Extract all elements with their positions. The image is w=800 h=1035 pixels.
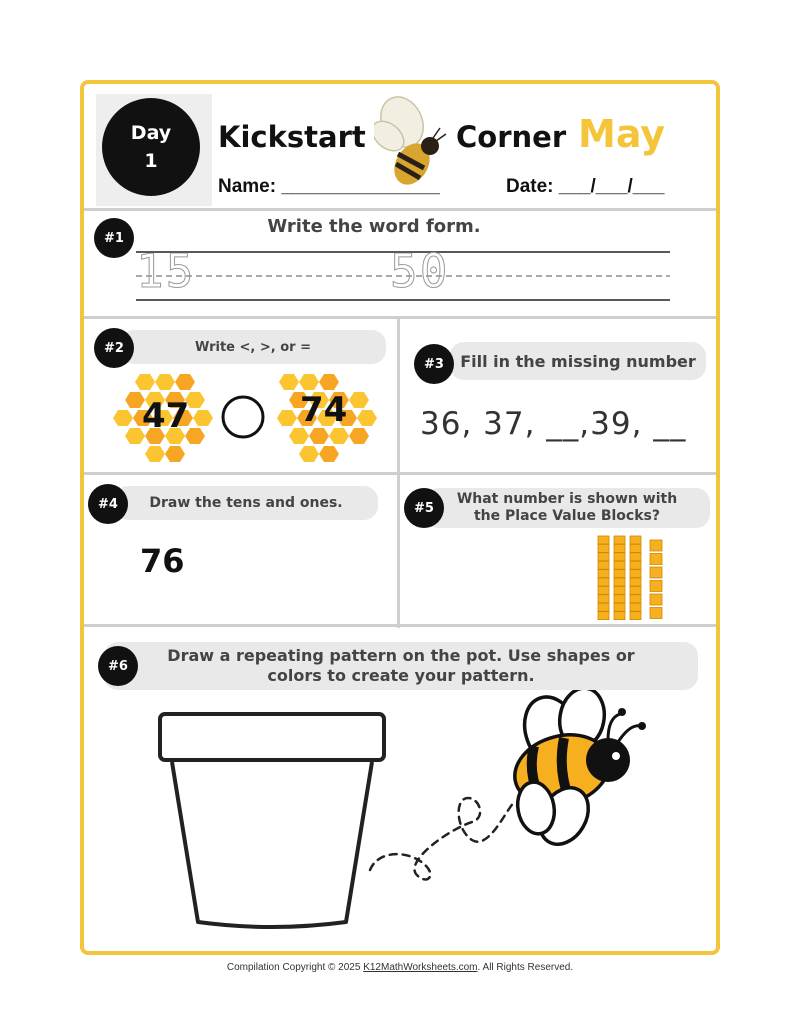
question-badge-4: #4 bbox=[88, 484, 128, 524]
footer-prefix: Compilation Copyright © 2025 bbox=[226, 962, 364, 973]
ones-cube bbox=[650, 554, 662, 565]
tens-rod bbox=[598, 536, 609, 620]
worksheet-frame bbox=[80, 80, 720, 955]
footer-suffix: . All Rights Reserved. bbox=[477, 962, 574, 973]
day-label: Day bbox=[130, 122, 172, 144]
title-kickstart: Kickstart bbox=[218, 120, 366, 154]
ones-cube bbox=[650, 567, 662, 578]
ones-cube bbox=[650, 608, 662, 619]
q6-prompt bbox=[104, 642, 698, 690]
question-badge-6: #6 bbox=[98, 646, 138, 686]
ones-cube bbox=[650, 581, 662, 592]
tens-rod bbox=[630, 536, 641, 620]
copyright-footer bbox=[0, 962, 800, 973]
footer-link[interactable]: K12MathWorksheets.com bbox=[363, 962, 478, 973]
q5-prompt-line-1: What number is shown with bbox=[456, 491, 678, 507]
flower-pot-drawing[interactable] bbox=[156, 708, 388, 934]
q4-prompt: Draw the tens and ones. bbox=[114, 486, 378, 520]
traced-number-1: 15 bbox=[136, 244, 196, 298]
question-badge-5: #5 bbox=[404, 488, 444, 528]
divider bbox=[84, 316, 716, 319]
number-sequence: 36, 37, __,39, __ bbox=[420, 406, 687, 442]
cartoon-bee-icon bbox=[368, 690, 648, 886]
day-number: 1 bbox=[144, 150, 158, 172]
draw-number: 76 bbox=[140, 542, 185, 580]
tens-rod bbox=[614, 536, 625, 620]
name-field[interactable]: Name: _______________ bbox=[218, 176, 440, 197]
q6-prompt-line-1: Draw a repeating pattern on the pot. Use shapes or bbox=[167, 646, 635, 665]
divider bbox=[84, 472, 716, 475]
question-badge-1: #1 bbox=[94, 218, 134, 258]
date-field[interactable]: Date: ___/___/___ bbox=[506, 176, 665, 197]
q5-prompt bbox=[424, 488, 710, 528]
q3-prompt: Fill in the missing number bbox=[450, 342, 706, 380]
q2-prompt: Write <, >, or = bbox=[120, 330, 386, 364]
traced-number-2: 50 bbox=[390, 244, 450, 298]
compare-number-right: 74 bbox=[300, 390, 348, 430]
compare-number-left: 47 bbox=[142, 396, 190, 436]
question-badge-2: #2 bbox=[94, 328, 134, 368]
q6-prompt-line-2: colors to create your pattern. bbox=[267, 666, 535, 685]
q5-prompt-line-2: the Place Value Blocks? bbox=[473, 508, 660, 524]
title-corner: Corner bbox=[456, 120, 567, 154]
place-value-blocks bbox=[594, 534, 684, 624]
title-month: May bbox=[578, 112, 666, 156]
ones-cube bbox=[650, 540, 662, 551]
divider bbox=[84, 624, 716, 627]
compare-circle[interactable] bbox=[220, 394, 266, 440]
ones-cube bbox=[650, 594, 662, 605]
day-badge bbox=[102, 98, 200, 196]
divider bbox=[84, 208, 716, 211]
question-badge-3: #3 bbox=[414, 344, 454, 384]
q1-prompt: Write the word form. bbox=[267, 216, 481, 237]
